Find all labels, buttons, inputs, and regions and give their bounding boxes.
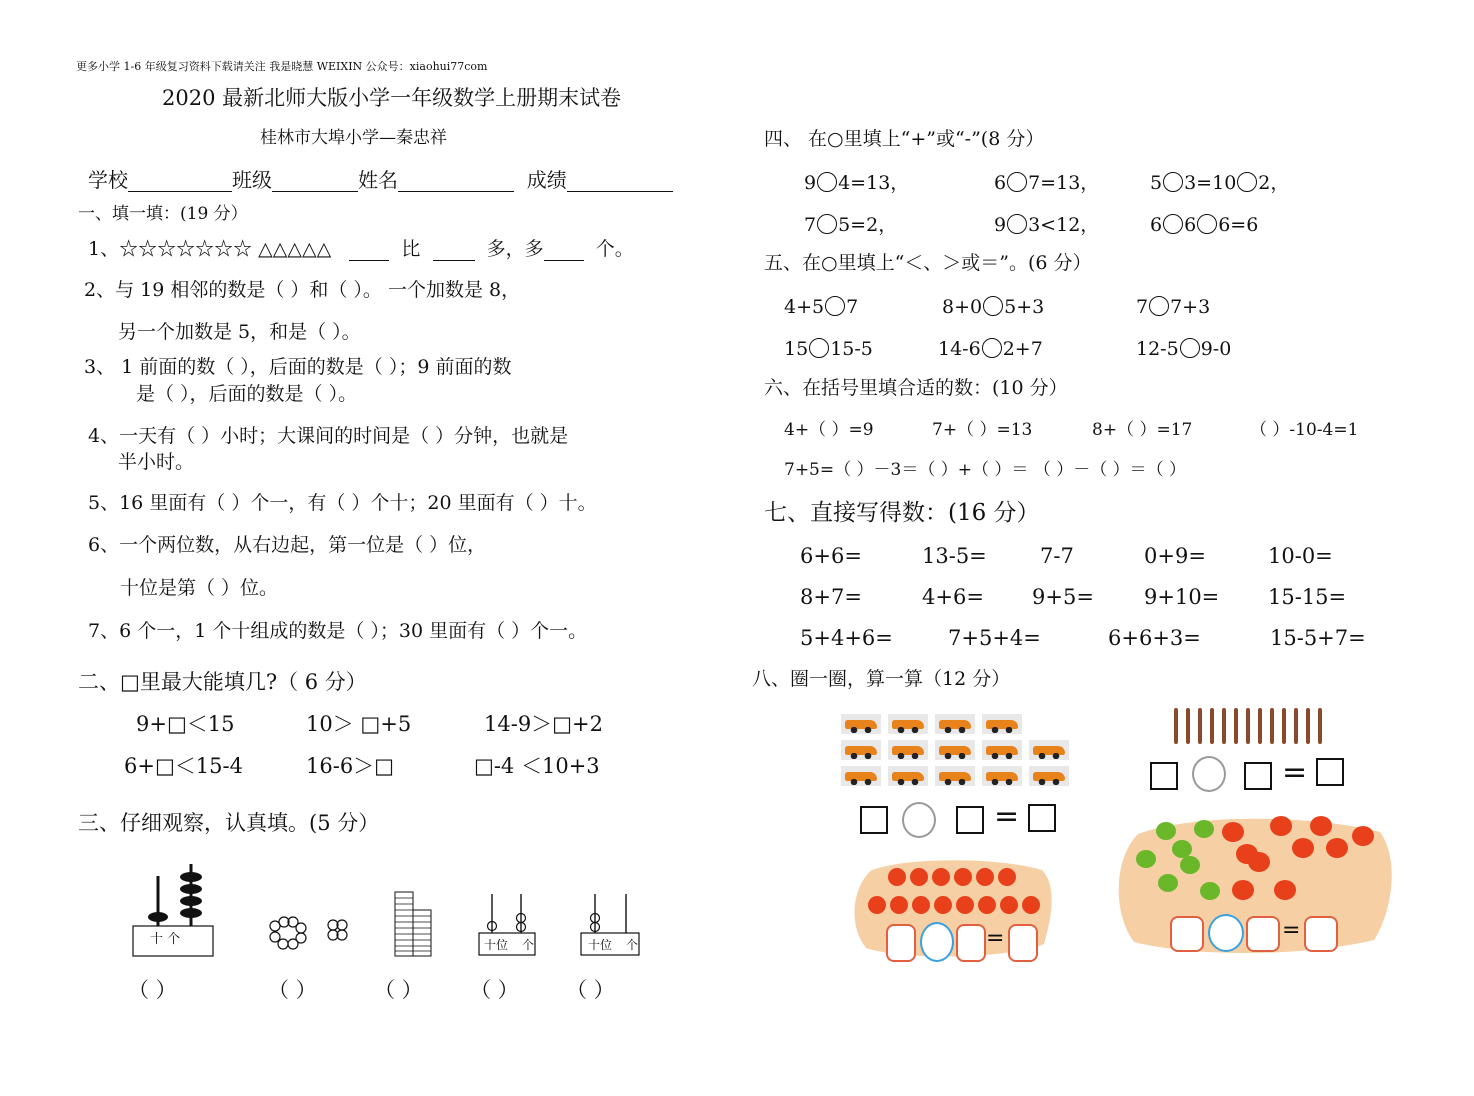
s4-i3-a: 5 [1150, 172, 1163, 194]
info-line [88, 168, 673, 192]
operator-circle[interactable] [1197, 214, 1217, 234]
s7-r1-c1: 6+6= [800, 544, 862, 568]
school-label: 学校 [88, 168, 128, 192]
q1-duo: 多，多 [486, 238, 544, 260]
s6-r2: 7+5=（ ）－3＝（ ）+（ ）＝ （ ）－（ ）＝（ ） [784, 460, 1187, 480]
s4-i3-b: 3=10 [1184, 172, 1237, 194]
s4-item-4 [804, 214, 897, 237]
s1-q5: 5、16 里面有（ ）个一，有（ ）个十；20 里面有（ ）十。 [88, 492, 597, 514]
operator-circle[interactable] [1208, 914, 1244, 952]
s5-i6-b: 9-0 [1200, 338, 1232, 360]
s4-i3-c: 2， [1258, 172, 1290, 194]
s2-r2-c1: 6+□＜15-4 [124, 754, 243, 778]
s5-i4-a: 15 [784, 338, 809, 360]
compare-circle[interactable] [1180, 338, 1200, 358]
s4-i2-a: 6 [994, 172, 1007, 194]
s5-item-3 [1136, 296, 1210, 319]
abacus3-label-tens: 十位 [588, 938, 613, 952]
s4-i4-b: 5=2， [838, 214, 898, 236]
s1-q3a: 3、 1 前面的数（ ），后面的数是（ ）；9 前面的数 [84, 356, 512, 378]
racecar-icon [1029, 740, 1069, 760]
racecar-icon [841, 714, 881, 734]
s5-item-2 [942, 296, 1044, 319]
abacus2-label-tens: 十位 [484, 938, 509, 952]
operator-circle[interactable] [817, 214, 837, 234]
section4-heading: 四、 在○里填上“+”或“-”(8 分） [764, 128, 1045, 150]
s7-r3-c1: 5+4+6= [800, 626, 893, 650]
red-apple-icon [954, 868, 972, 886]
s7-r3-c4: 15-5+7= [1270, 626, 1366, 650]
s7-r2-c1: 8+7= [800, 585, 862, 609]
class-label: 班级 [232, 168, 272, 192]
answer-box[interactable] [1244, 762, 1272, 790]
stick-icon [1270, 708, 1274, 744]
racecar-icon [935, 766, 975, 786]
class-blank[interactable] [272, 171, 358, 192]
operator-circle[interactable] [920, 922, 954, 962]
stick-icon [1210, 708, 1214, 744]
answer-box[interactable] [1246, 916, 1280, 952]
racecar-icon [982, 714, 1022, 734]
answer-box[interactable] [1150, 762, 1178, 790]
red-apple-icon [912, 896, 930, 914]
s3-answer-3[interactable]: （ ） [374, 978, 423, 1002]
operator-circle[interactable] [1007, 172, 1027, 192]
compare-circle[interactable] [809, 338, 829, 358]
s7-r1-c4: 0+9= [1144, 544, 1206, 568]
green-apple-icon [1158, 874, 1178, 892]
q1-bi: 比 [401, 238, 421, 260]
s4-i5-a: 9 [994, 214, 1007, 236]
s5-i2-a: 8+0 [942, 296, 983, 318]
operator-circle[interactable] [1163, 214, 1183, 234]
q1-blank2[interactable] [433, 240, 475, 261]
s3-answer-4[interactable]: （ ） [470, 978, 519, 1002]
section5-heading: 五、在○里填上“＜、＞或＝”。(6 分） [764, 252, 1092, 274]
red-apple-icon [1270, 816, 1292, 836]
stick-icon [1186, 708, 1190, 744]
s1-q7: 7、6 个一，1 个十组成的数是（ ）；30 里面有（ ）个一。 [88, 620, 588, 642]
stick-icon [1174, 708, 1178, 744]
compare-circle[interactable] [983, 296, 1003, 316]
green-apple-icon [1136, 850, 1156, 868]
red-apple-icon [1326, 838, 1348, 858]
section6-heading: 六、在括号里填合适的数：(10 分） [764, 377, 1068, 399]
red-apple-icon [998, 868, 1016, 886]
stick-icon [1222, 708, 1226, 744]
racecar-icon [1029, 766, 1069, 786]
school-blank[interactable] [128, 171, 232, 192]
s6-r1-c4: （ ）-10-4=1 [1250, 420, 1359, 440]
s4-item-1 [804, 172, 909, 195]
operator-oval[interactable] [902, 802, 936, 838]
racecar-icon [888, 740, 928, 760]
s7-r2-c5: 15-15= [1268, 585, 1347, 609]
s7-r3-c2: 7+5+4= [948, 626, 1041, 650]
s6-r1-c2: 7+（ ）=13 [932, 420, 1033, 440]
red-apple-icon [1248, 852, 1270, 872]
operator-circle[interactable] [817, 172, 837, 192]
operator-circle[interactable] [1163, 172, 1183, 192]
stick-icon [1258, 708, 1262, 744]
s4-i6-c: 6=6 [1218, 214, 1259, 236]
section7-heading: 七、直接写得数：(16 分） [764, 500, 1040, 526]
compare-circle[interactable] [982, 338, 1002, 358]
s1-q1 [88, 238, 634, 261]
s4-i6-b: 6 [1184, 214, 1197, 236]
red-apple-icon [1274, 880, 1296, 900]
red-apple-icon [1292, 838, 1314, 858]
racecar-icon [935, 740, 975, 760]
stick-icon [1306, 708, 1310, 744]
section1-heading: 一、填一填：(19 分） [78, 204, 248, 224]
s4-i4-a: 7 [804, 214, 817, 236]
s4-item-6 [1150, 214, 1258, 237]
red-apple-icon [934, 896, 952, 914]
s1-q2a: 2、与 19 相邻的数是（ ）和（ ）。 一个加数是 8， [84, 279, 521, 301]
s2-r1-c2: 10＞ □+5 [306, 712, 412, 736]
score-blank[interactable] [567, 171, 673, 192]
green-apple-icon [1200, 882, 1220, 900]
header-note: 更多小学 1-6 年级复习资料下载请关注 我是晓慧 WEIXIN 公众号：xiaohui77com [76, 60, 488, 73]
red-apple-icon [932, 868, 950, 886]
s1-q3b: 是（ ），后面的数是（ ）。 [136, 383, 358, 405]
red-apple-icon [976, 868, 994, 886]
s1-q4b: 半小时。 [118, 451, 195, 473]
s7-r1-c3: 7-7 [1040, 544, 1074, 568]
red-apple-icon [868, 896, 886, 914]
strip-stack-figure [394, 890, 436, 958]
red-apple-icon [1352, 826, 1374, 846]
s5-i1-b: 7 [846, 296, 859, 318]
stick-icon [1282, 708, 1286, 744]
s6-r1-c1: 4+（ ）=9 [784, 420, 874, 440]
operator-circle[interactable] [1007, 214, 1027, 234]
s7-r2-c4: 9+10= [1144, 585, 1220, 609]
green-apple-icon [1194, 820, 1214, 838]
s6-r1-c3: 8+（ ）=17 [1092, 420, 1193, 440]
s4-item-3 [1150, 172, 1289, 195]
answer-box[interactable] [956, 924, 986, 962]
s2-r2-c2: 16-6＞□ [306, 754, 395, 778]
stick-icon [1198, 708, 1202, 744]
abacus1-label: 十 个 [150, 932, 181, 947]
compare-circle[interactable] [825, 296, 845, 316]
page-title: 2020 最新北师大版小学一年级数学上册期末试卷 [162, 86, 622, 110]
answer-box[interactable] [1028, 804, 1056, 832]
s3-answer-5[interactable]: （ ） [566, 978, 615, 1002]
s5-i3-b: 7+3 [1170, 296, 1211, 318]
red-apple-icon [1232, 880, 1254, 900]
s4-i1-a: 9 [804, 172, 817, 194]
answer-box[interactable] [1304, 916, 1338, 952]
racecar-icon [935, 714, 975, 734]
q1-shapes: 1、☆☆☆☆☆☆☆ △△△△△ [88, 238, 332, 260]
s5-i2-b: 5+3 [1004, 296, 1045, 318]
stick-icon [1294, 708, 1298, 744]
red-apple-icon [890, 896, 908, 914]
s2-r1-c3: 14-9＞□+2 [484, 712, 603, 736]
s7-r1-c5: 10-0= [1268, 544, 1333, 568]
s5-item-1 [784, 296, 858, 319]
name-label: 姓名 [358, 168, 398, 192]
equals-sign: = [1282, 918, 1301, 943]
s4-i5-b: 3<12， [1028, 214, 1100, 236]
racecar-icon [888, 714, 928, 734]
s7-r2-c3: 9+5= [1032, 585, 1094, 609]
s7-r3-c3: 6+6+3= [1108, 626, 1201, 650]
s5-i4-b: 15-5 [830, 338, 873, 360]
red-apple-icon [1022, 896, 1040, 914]
s5-i3-a: 7 [1136, 296, 1149, 318]
answer-box[interactable] [956, 806, 984, 834]
answer-box[interactable] [886, 924, 916, 962]
s4-item-2 [994, 172, 1099, 195]
answer-box[interactable] [1008, 924, 1038, 962]
section3-heading: 三、仔细观察，认真填。(5 分） [78, 811, 380, 835]
red-apple-icon [888, 868, 906, 886]
operator-oval[interactable] [1192, 756, 1226, 792]
answer-box[interactable] [1316, 758, 1344, 786]
red-apple-icon [956, 896, 974, 914]
red-apple-icon [1310, 816, 1332, 836]
s5-i6-a: 12-5 [1136, 338, 1179, 360]
s5-item-6 [1136, 338, 1231, 361]
q1-blank1[interactable] [349, 240, 389, 261]
operator-circle[interactable] [1237, 172, 1257, 192]
section8-heading: 八、圈一圈，算一算（12 分） [752, 668, 1011, 690]
equals-sign: = [994, 799, 1020, 834]
s2-r2-c3: □-4 ＜10+3 [474, 754, 600, 778]
s4-i6-a: 6 [1150, 214, 1163, 236]
green-apple-icon [1180, 856, 1200, 874]
red-apple-icon [910, 868, 928, 886]
s7-r2-c2: 4+6= [922, 585, 984, 609]
name-blank[interactable] [398, 171, 514, 192]
red-apple-icon [1000, 896, 1018, 914]
racecar-icon [841, 766, 881, 786]
racecar-icon [982, 740, 1022, 760]
author-line: 桂林市大埠小学—秦忠祥 [260, 128, 447, 148]
green-apple-icon [1156, 822, 1176, 840]
q1-ge: 个。 [595, 238, 634, 260]
s1-q6a: 6、一个两位数，从右边起，第一位是（ ）位， [88, 534, 487, 556]
s2-r1-c1: 9+□＜15 [136, 712, 235, 736]
stick-icon [1318, 708, 1322, 744]
s5-item-4 [784, 338, 873, 361]
s5-i5-b: 2+7 [1002, 338, 1043, 360]
stick-icon [1234, 708, 1238, 744]
s1-q6b: 十位是第（ ）位。 [120, 577, 279, 599]
s7-r1-c2: 13-5= [922, 544, 987, 568]
score-label: 成绩 [526, 168, 567, 192]
s3-answer-1[interactable]: （ ） [128, 978, 177, 1002]
answer-box[interactable] [1170, 916, 1204, 952]
racecar-icon [841, 740, 881, 760]
racecar-icon [888, 766, 928, 786]
equals-sign: = [986, 926, 1005, 951]
s5-i5-a: 14-6 [938, 338, 981, 360]
q1-blank3[interactable] [544, 240, 584, 261]
stick-icon [1246, 708, 1250, 744]
abacus2-label-ones: 个 [522, 938, 535, 952]
red-apple-icon [978, 896, 996, 914]
section2-heading: 二、□里最大能填几?（ 6 分） [78, 670, 367, 694]
s4-item-5 [994, 214, 1099, 237]
s1-q2b: 另一个加数是 5，和是（ ）。 [118, 321, 361, 343]
s5-item-5 [938, 338, 1043, 361]
answer-box[interactable] [860, 806, 888, 834]
s4-i1-b: 4=13， [838, 172, 910, 194]
s4-i2-b: 7=13， [1028, 172, 1100, 194]
abacus3-label-ones: 个 [626, 938, 639, 952]
compare-circle[interactable] [1149, 296, 1169, 316]
red-apple-icon [1222, 822, 1244, 842]
s3-answer-2[interactable]: （ ） [268, 978, 317, 1002]
racecar-icon [982, 766, 1022, 786]
ring-groups-figure [266, 916, 356, 954]
s5-i1-a: 4+5 [784, 296, 825, 318]
equals-sign: = [1282, 755, 1308, 790]
s1-q4a: 4、一天有（ ）小时；大课间的时间是（ ）分钟，也就是 [88, 425, 569, 447]
